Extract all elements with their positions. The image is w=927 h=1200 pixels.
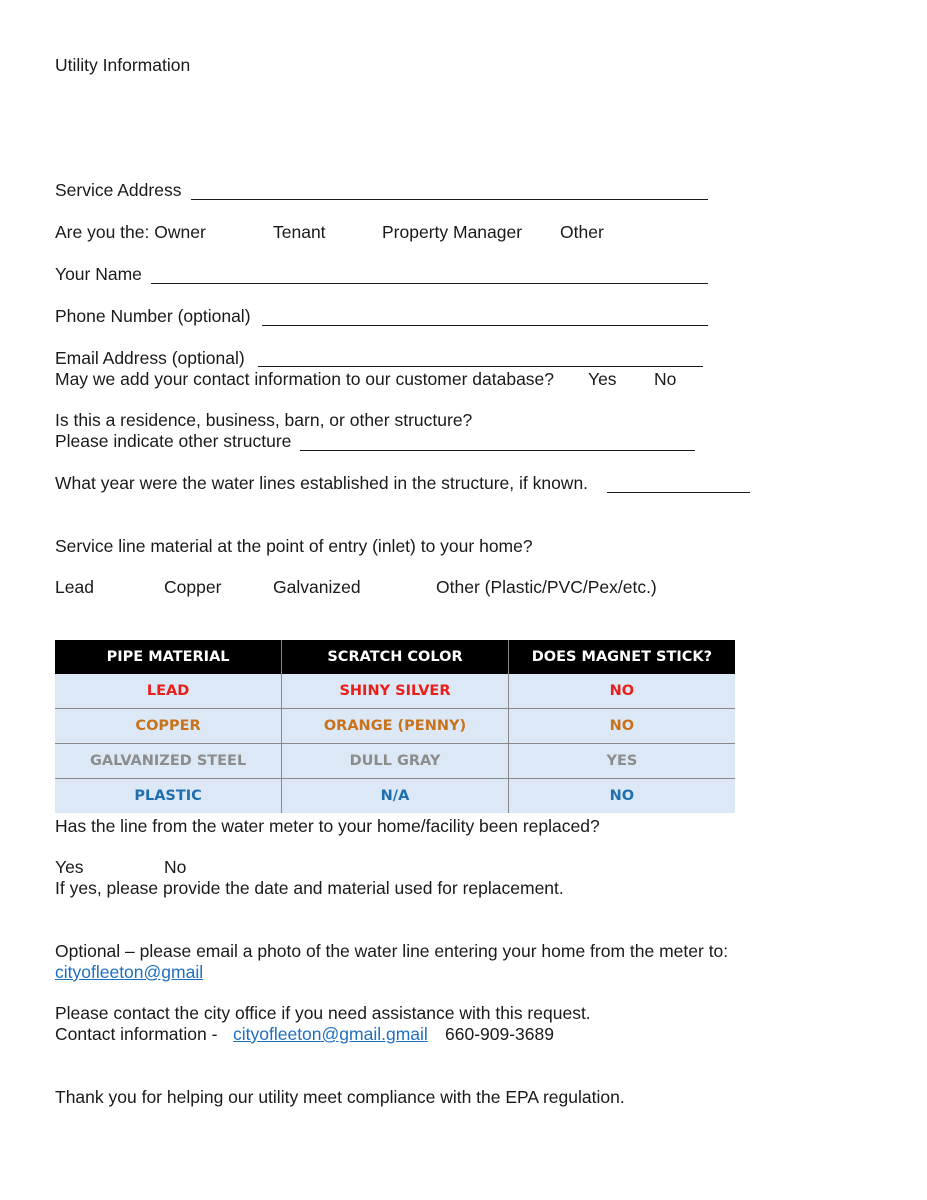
other-structure-field[interactable] [300,450,695,451]
email-field[interactable] [258,366,703,367]
database-no-option[interactable]: No [654,369,677,389]
material-option-other[interactable]: Other (Plastic/PVC/Pex/etc.) [436,577,657,597]
database-question: May we add your contact information to our customer database? [55,369,555,389]
database-yes-option[interactable]: Yes [588,369,617,389]
phone-field[interactable] [262,325,708,326]
table-cell: LEAD [55,674,282,709]
table-cell: YES [508,744,735,779]
role-option-other[interactable]: Other [560,222,604,242]
service-address-label: Service Address [55,180,182,200]
name-label: Your Name [55,264,142,284]
replacement-followup: If yes, please provide the date and material used for replacement. [55,878,564,898]
table-cell: DULL GRAY [282,744,509,779]
replacement-no-option[interactable]: No [164,857,187,877]
year-question: What year were the water lines established in the structure, if known. [55,473,589,493]
table-row [55,674,735,709]
contact-phone: 660-909-3689 [445,1024,554,1044]
table-header-pipe-material: PIPE MATERIAL [55,640,282,674]
replacement-yes-option[interactable]: Yes [55,857,84,877]
assist-text: Please contact the city office if you need assistance with this request. [55,1003,591,1023]
table-cell: PLASTIC [55,779,282,814]
table-cell: ORANGE (PENNY) [282,709,509,744]
year-field[interactable] [607,492,750,493]
pipe-material-table [55,640,735,813]
thank-you-text: Thank you for helping our utility meet compliance with the EPA regulation. [55,1087,625,1107]
service-address-field[interactable] [191,199,708,200]
table-row [55,779,735,814]
page-title: Utility Information [55,55,191,75]
table-cell: COPPER [55,709,282,744]
photo-request-text: Optional – please email a photo of the water line entering your home from the meter to: [55,941,729,961]
structure-question: Is this a residence, business, barn, or other structure? [55,410,473,430]
other-structure-label: Please indicate other structure [55,431,292,451]
table-cell: SHINY SILVER [282,674,509,709]
table-row [55,709,735,744]
material-question: Service line material at the point of entry (inlet) to your home? [55,536,533,556]
role-option-tenant[interactable]: Tenant [273,222,326,242]
photo-email-link[interactable]: cityofleeton@gmail [55,962,204,982]
role-question: Are you the: Owner [55,222,206,242]
phone-label: Phone Number (optional) [55,306,251,326]
table-header-magnet: DOES MAGNET STICK? [508,640,735,674]
contact-prefix: Contact information - [55,1024,218,1044]
table-cell: NO [508,674,735,709]
table-row [55,744,735,779]
table-header-scratch-color: SCRATCH COLOR [282,640,509,674]
material-option-galvanized[interactable]: Galvanized [273,577,361,597]
material-option-copper[interactable]: Copper [164,577,222,597]
name-field[interactable] [151,283,708,284]
table-cell: GALVANIZED STEEL [55,744,282,779]
email-label: Email Address (optional) [55,348,245,368]
replacement-question: Has the line from the water meter to your home/facility been replaced? [55,816,600,836]
table-cell: NO [508,709,735,744]
table-cell: N/A [282,779,509,814]
table-cell: NO [508,779,735,814]
material-option-lead[interactable]: Lead [55,577,94,597]
role-option-property-manager[interactable]: Property Manager [382,222,523,242]
contact-email-link[interactable]: cityofleeton@gmail.gmail [233,1024,428,1044]
